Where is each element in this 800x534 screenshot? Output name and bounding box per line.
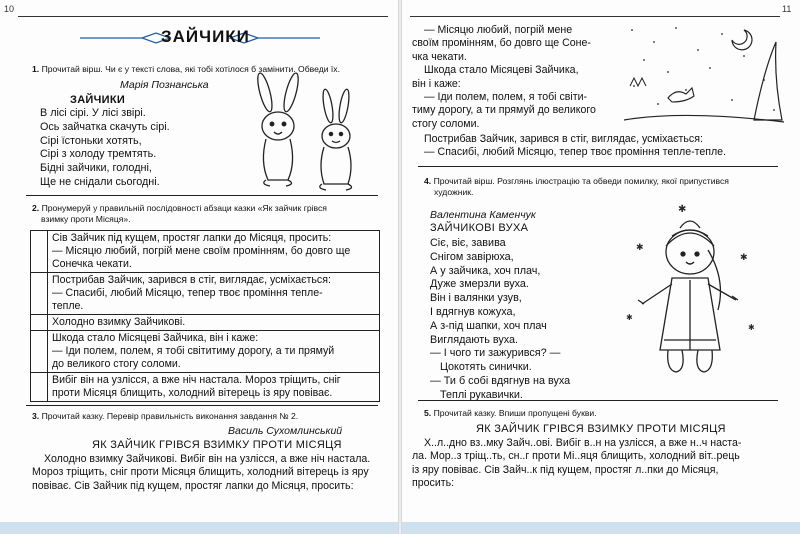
poem-line: В лісі сірі. У лісі звірі. bbox=[40, 107, 146, 119]
story-line: він і каже: bbox=[412, 77, 461, 90]
table-row bbox=[31, 231, 380, 273]
task5-instruction bbox=[424, 408, 597, 419]
poem-line: Він і валянки узув, bbox=[430, 292, 522, 305]
task4-text-line1: Прочитай вірш. Розглянь ілюстрацію та обведи помилку, якої припустився bbox=[433, 176, 729, 186]
task4-poem-title: ЗАЙЧИКОВІ ВУХА bbox=[430, 222, 529, 234]
task5-number: 5. bbox=[424, 408, 432, 418]
story-line: стогу соломи. bbox=[412, 117, 480, 130]
table-row bbox=[31, 315, 380, 331]
divider bbox=[26, 195, 378, 196]
task5-text: Прочитай казку. Впиши пропущені букви. bbox=[433, 408, 597, 418]
poem-line: І вдягнув кожуха, bbox=[430, 305, 516, 318]
story-final bbox=[412, 133, 726, 160]
story-line: чка чекати. bbox=[412, 50, 467, 63]
table-row bbox=[31, 373, 380, 402]
task2-text-line1: Пронумеруй у правильній послідовності абзаци казки «Як зайчик грівся bbox=[41, 203, 327, 213]
story-line: Мороз тріщить, сніг проти Місяця блищить, холодний вітерець із яру bbox=[32, 466, 369, 479]
poem-line: — Ти б собі вдягнув на вуха bbox=[430, 374, 571, 387]
story-line: Пострибав Зайчик, зарився в стіг, виглядає, усміхається: bbox=[424, 133, 703, 145]
cell-line: Пострибав Зайчик, зарився в стіг, виглядає, усміхається: bbox=[52, 274, 331, 286]
cell-line: — Місяцю любий, погрій мене своїм промінням, бо довго ще bbox=[52, 245, 351, 257]
story-line: Шкода стало Місяцеві Зайчика, bbox=[424, 64, 579, 77]
task1-number: 1. bbox=[32, 64, 40, 74]
task1-poem bbox=[40, 107, 170, 190]
cell-line: проти Місяця блищить, холодний вітерець із яру повіває. bbox=[52, 387, 333, 399]
divider bbox=[418, 400, 778, 401]
cell-line: до великого стогу соломи. bbox=[52, 358, 181, 370]
task1-text: Прочитай вірш. Чи є у тексті слова, які тобі хотілося б замінити. Обведи їх. bbox=[41, 64, 340, 74]
task2-instruction bbox=[32, 203, 327, 225]
story-line: — Іди полем, полем, я тобі світи- bbox=[424, 91, 588, 104]
number-box[interactable] bbox=[31, 231, 48, 273]
story-line: своїм промінням, бо довго ще Соне- bbox=[412, 37, 591, 50]
page-number-left: 10 bbox=[4, 4, 15, 14]
poem-line: Ще не снідали сьогодні. bbox=[40, 175, 160, 188]
bunny-in-winter-coat-illustration bbox=[620, 200, 760, 390]
story-line: просить: bbox=[412, 477, 455, 490]
task4-author: Валентина Каменчук bbox=[430, 209, 536, 221]
task1-poem-title: ЗАЙЧИКИ bbox=[70, 94, 126, 106]
poem-line: Ось зайчатка скачуть сірі. bbox=[40, 120, 170, 133]
cell-line: Сів Зайчик під кущем, простяг лапки до Місяця, просить: bbox=[52, 232, 332, 244]
task3-author: Василь Сухомлинський bbox=[228, 425, 343, 437]
paragraph-cell bbox=[48, 273, 380, 315]
bottom-frame bbox=[402, 522, 800, 534]
task4-text-line2: художник. bbox=[434, 187, 474, 197]
cell-line: тепле. bbox=[52, 300, 84, 312]
story-line: ла. Мор..з тріщ..ть, сн..г проти Мі..яця блищить, холодний віт..рець bbox=[412, 450, 740, 463]
task3-story bbox=[32, 453, 370, 493]
task2-text-line2: взимку проти Місяця». bbox=[41, 214, 131, 224]
svg-text:✱: ✱ bbox=[740, 252, 748, 262]
task4-poem bbox=[430, 237, 570, 403]
task4-number: 4. bbox=[424, 176, 432, 186]
number-box[interactable] bbox=[31, 273, 48, 315]
paragraph-cell bbox=[48, 373, 380, 402]
task4-instruction bbox=[424, 176, 729, 198]
cell-line: — Спасибі, любий Місяцю, тепер твоє проміння тепле- bbox=[52, 287, 323, 299]
paragraph-cell bbox=[48, 331, 380, 373]
cell-line: Холодно взимку Зайчикові. bbox=[52, 316, 186, 328]
svg-text:✱: ✱ bbox=[748, 323, 755, 332]
story-line: Х..л..дно вз..мку Зайч..ові. Вибіг в..н на узлісся, а вже н..ч наста- bbox=[424, 437, 742, 449]
sequence-table bbox=[30, 230, 380, 402]
cell-line: Сонечка чекати. bbox=[52, 258, 132, 270]
task1-author: Марія Познанська bbox=[120, 79, 209, 91]
task3-number: 3. bbox=[32, 411, 40, 421]
poem-line: Дуже змерзли вуха. bbox=[430, 278, 529, 291]
number-box[interactable] bbox=[31, 315, 48, 331]
svg-text:✱: ✱ bbox=[678, 204, 687, 215]
right-page bbox=[402, 0, 800, 534]
top-rule bbox=[18, 2, 388, 17]
task5-story-title: ЯК ЗАЙЧИК ГРІВСЯ ВЗИМКУ ПРОТИ МІСЯЦЯ bbox=[476, 423, 726, 435]
poem-line: А з-під шапки, хоч плач bbox=[430, 319, 547, 332]
story-line: із яру повіває. Сів Зайч..к під кущем, простяг л..пки до Місяця, bbox=[412, 463, 719, 476]
paragraph-cell bbox=[48, 315, 380, 331]
poem-line: Цокотять синички. bbox=[440, 361, 532, 374]
story-line: — Спасибі, любий Місяцю, тепер твоє проміння тепле-тепле. bbox=[424, 146, 726, 159]
poem-line: Бідні зайчики, голодні, bbox=[40, 162, 152, 175]
poem-line: Сіє, віє, завива bbox=[430, 237, 506, 249]
poem-line: Сірі їстоньки хотять, bbox=[40, 134, 142, 147]
winter-night-illustration bbox=[624, 20, 784, 130]
task5-story bbox=[412, 437, 741, 491]
task1-instruction bbox=[32, 64, 340, 75]
number-box[interactable] bbox=[31, 331, 48, 373]
divider bbox=[26, 405, 378, 406]
task3-instruction bbox=[32, 411, 298, 422]
paragraph-cell bbox=[48, 231, 380, 273]
page-number-right: 11 bbox=[782, 4, 792, 14]
poem-line: Снігом завірюха, bbox=[430, 250, 514, 263]
svg-text:✱: ✱ bbox=[626, 313, 633, 322]
top-rule bbox=[410, 2, 780, 17]
story-line: тиму дорогу, а ти прямуй до великого bbox=[412, 104, 596, 117]
poem-line: А у зайчика, хоч плач, bbox=[430, 264, 541, 277]
story-line: повіває. Сів Зайчик під кущем, простяг лапки до Місяця, просить: bbox=[32, 479, 354, 492]
task2-number: 2. bbox=[32, 203, 40, 213]
story-line: Холодно взимку Зайчикові. Вибіг він на узлісся, а вже ніч настала. bbox=[44, 453, 371, 465]
divider bbox=[418, 166, 778, 167]
page-title: ЗАЙЧИКИ bbox=[161, 27, 250, 46]
cell-line: Вибіг він на узлісся, а вже ніч настала. Мороз тріщить, сніг bbox=[52, 374, 341, 386]
poem-line: Виглядають вуха. bbox=[430, 333, 518, 346]
two-rabbits-illustration bbox=[248, 84, 368, 194]
table-row bbox=[31, 273, 380, 315]
poem-line: — І чого ти зажурився? — bbox=[430, 347, 561, 360]
cell-line: Шкода стало Місяцеві Зайчика, він і каже: bbox=[52, 332, 259, 344]
bottom-frame bbox=[0, 522, 398, 534]
task3-text: Прочитай казку. Перевір правильність виконання завдання № 2. bbox=[41, 411, 299, 421]
table-row bbox=[31, 331, 380, 373]
story-line: — Місяцю любий, погрій мене bbox=[424, 24, 573, 36]
story-continued bbox=[412, 24, 596, 131]
cell-line: — Іди полем, полем, я тобі світитиму дорогу, а ти прямуй bbox=[52, 345, 335, 357]
poem-line: Теплі рукавички. bbox=[440, 388, 523, 401]
task3-story-title: ЯК ЗАЙЧИК ГРІВСЯ ВЗИМКУ ПРОТИ МІСЯЦЯ bbox=[92, 439, 342, 451]
left-page bbox=[0, 0, 398, 534]
svg-text:✱: ✱ bbox=[636, 242, 644, 252]
number-box[interactable] bbox=[31, 373, 48, 402]
poem-line: Сірі з холоду тремтять. bbox=[40, 148, 157, 161]
